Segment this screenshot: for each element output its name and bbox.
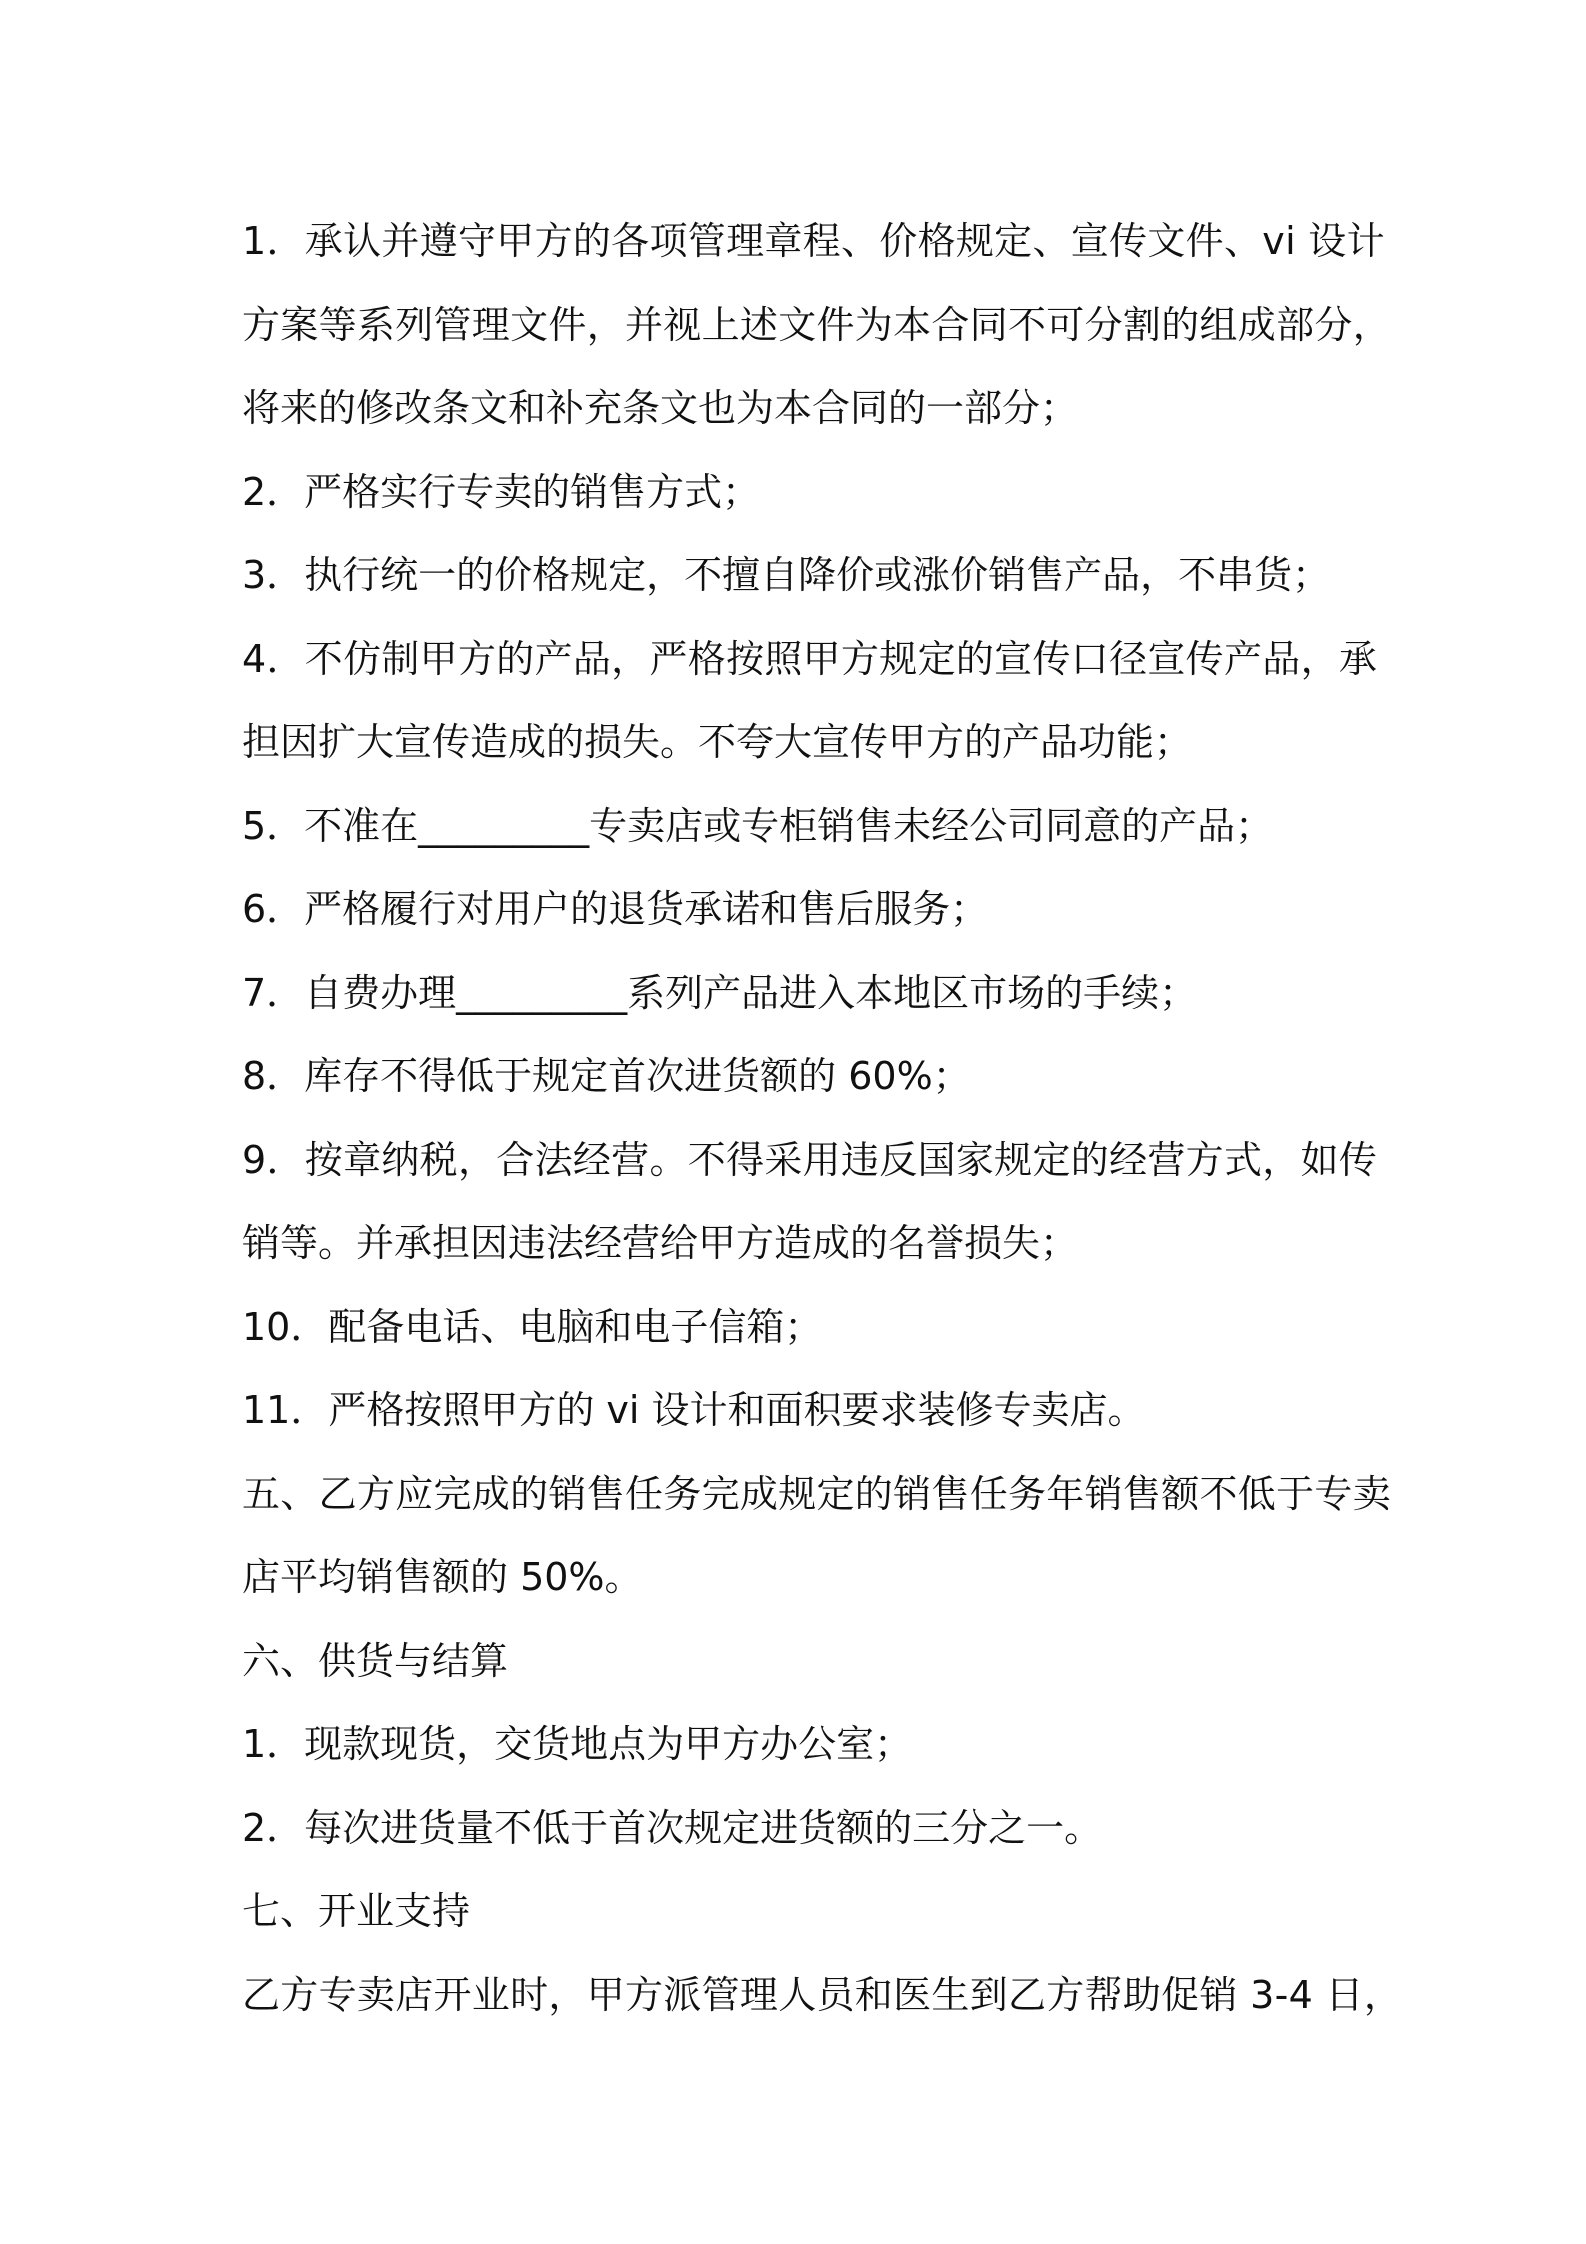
contract-body xyxy=(242,200,1403,2037)
text-line: 方案等系列管理文件，并视上述文件为本合同不可分割的组成部分， xyxy=(242,302,1392,347)
section-heading-line: 五、乙方应完成的销售任务完成规定的销售任务年销售额不低于专卖 xyxy=(242,1471,1392,1516)
text-line: 将来的修改条文和补充条文也为本合同的一部分； xyxy=(242,386,1079,430)
text-line: 店平均销售额的 50%。 xyxy=(242,1555,643,1599)
text-line: 销等。并承担因违法经营给甲方造成的名誉损失； xyxy=(242,1221,1079,1265)
text-line: 8．库存不得低于规定首次进货额的 60%； xyxy=(242,1054,971,1098)
text-line: 乙方专卖店开业时，甲方派管理人员和医生到乙方帮助促销 3-4 日， xyxy=(242,1972,1403,2017)
text-line: 10．配备电话、电脑和电子信箱； xyxy=(242,1304,823,1349)
text-line: 1．现款现货，交货地点为甲方办公室； xyxy=(242,1722,913,1766)
text-line: 6．严格履行对用户的退货承诺和售后服务； xyxy=(242,887,989,931)
text-line: 7．自费办理_________系列产品进入本地区市场的手续； xyxy=(242,970,1198,1015)
section-heading: 六、供货与结算 xyxy=(242,1638,509,1683)
section-heading: 七、开业支持 xyxy=(242,1889,471,1933)
text-line: 担因扩大宣传造成的损失。不夸大宣传甲方的产品功能； xyxy=(242,720,1193,764)
text-line: 11．严格按照甲方的 vi 设计和面积要求装修专卖店。 xyxy=(242,1388,1146,1432)
text-line: 2．严格实行专卖的销售方式； xyxy=(242,469,761,514)
text-line: 2．每次进货量不低于首次规定进货额的三分之一。 xyxy=(242,1805,1103,1850)
text-line: 5．不准在_________专卖店或专柜销售未经公司同意的产品； xyxy=(242,803,1274,848)
text-line: 1．承认并遵守甲方的各项管理章程、价格规定、宣传文件、vi 设计 xyxy=(242,219,1385,263)
text-line: 4．不仿制甲方的产品，严格按照甲方规定的宣传口径宣传产品，承 xyxy=(242,636,1378,681)
text-line: 9．按章纳税，合法经营。不得采用违反国家规定的经营方式，如传 xyxy=(242,1137,1378,1182)
text-line: 3．执行统一的价格规定，不擅自降价或涨价销售产品，不串货； xyxy=(242,553,1331,597)
